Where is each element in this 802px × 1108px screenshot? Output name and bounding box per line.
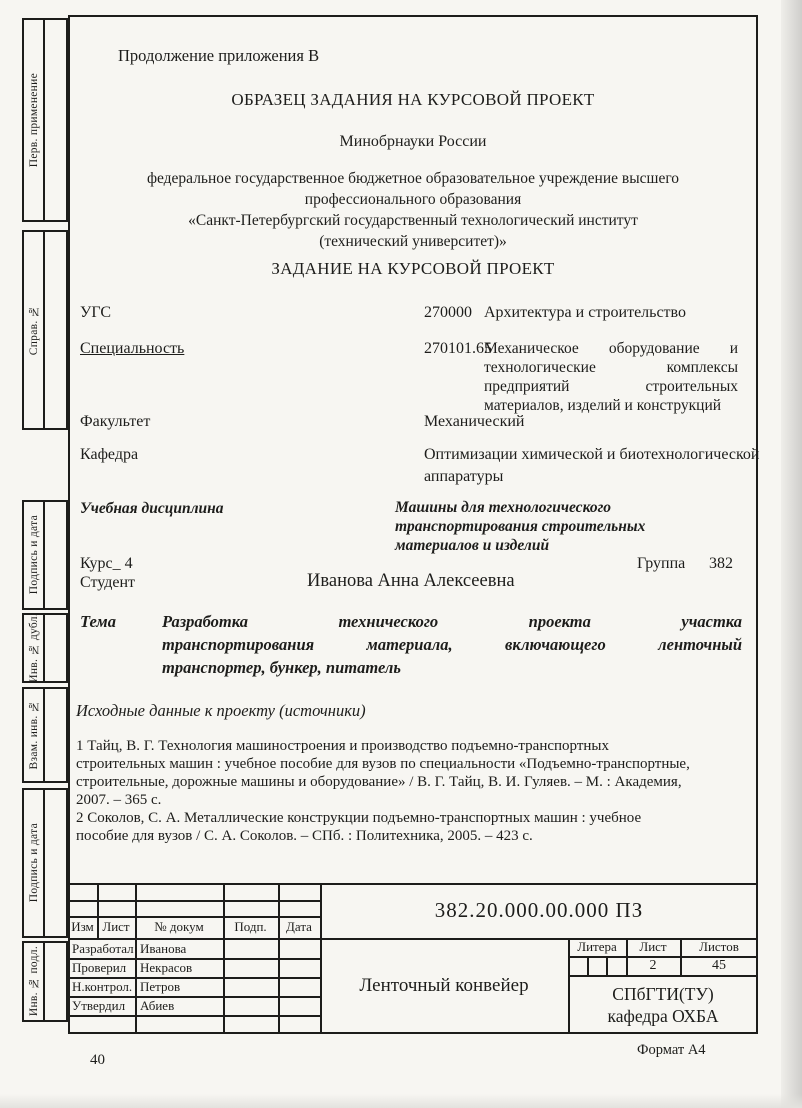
sample-title: ОБРАЗЕЦ ЗАДАНИЯ НА КУРСОВОЙ ПРОЕКТ [231,90,595,109]
theme-label: Тема [80,612,116,631]
discipline-line: Машины для технологического [395,499,612,516]
theme-line: транспортер, бункер, питатель [162,658,401,677]
faculty-label: Факультет [80,413,151,430]
stamp-role: Разработал [72,941,134,956]
ugs-label: УГС [80,304,112,321]
institution-line: (технический университет)» [319,233,507,250]
sidebar-box-podpis-data-2 [22,788,68,938]
stamp-name: Некрасов [140,960,193,975]
sidebar-label-cell [24,502,45,608]
source-line: 1 Тайц, В. Г. Технология машиностроения и производство подъемно-транспортных [76,738,610,754]
stamp-line [135,883,137,1034]
sidebar-label: Инв. № дубл. [27,613,40,683]
ministry-line: Минобрнауки России [339,133,487,150]
institution-line: профессионального образования [304,191,522,208]
sidebar-box-inv-dubl [22,613,68,683]
stamp-org-line: кафедра ОХБА [607,1005,719,1026]
sidebar-box-inv-podl [22,941,68,1022]
department-value-line: Оптимизации химической и биотехнологической [424,446,760,463]
stamp-sheet-label: Лист [639,939,667,954]
sidebar-label-cell [24,790,45,936]
theme-line: Разработка технического проекта участка [162,612,742,631]
sidebar-label-cell [24,689,45,781]
discipline-line: материалов и изделий [395,537,550,554]
theme-line: транспортирования материала, включающего ленточный [162,635,742,654]
format-note: Формат А4 [637,1042,706,1058]
speciality-line: Механическое оборудование и [484,340,738,357]
sidebar-empty-cell [45,943,66,1020]
sidebar-label: Подпись и дата [27,515,40,595]
sidebar-label: Подпись и дата [27,823,40,903]
sidebar-label: Взам. инв. № [27,700,40,770]
source-line: 2007. – 365 с. [76,792,162,808]
stamp-col-izm: Изм [71,919,94,934]
source-line: строительных машин : учебное пособие для вузов по специальности «Подъемно-транспортные, [76,756,690,772]
sources-heading: Исходные данные к проекту (источники) [76,701,366,720]
speciality-line: материалов, изделий и конструкций [484,397,722,414]
page-number: 40 [90,1052,105,1068]
stamp-organization [568,975,758,1034]
stamp-line [278,883,280,1034]
stamp-col-podp: Подп. [234,919,267,934]
sidebar-box-sprav-no [22,230,68,430]
stamp-sheets-value: 45 [712,957,726,973]
stamp-sheet-value: 2 [649,957,657,973]
stamp-col-list: Лист [102,919,130,934]
stamp-line [587,956,589,977]
stamp-litera-label: Литера [577,939,617,954]
sidebar-box-podpis-data-1 [22,500,68,610]
continuation-note: Продолжение приложения В [118,46,320,65]
institution-line: федеральное государственное бюджетное образовательное учреждение высшего [146,170,680,187]
assignment-title: ЗАДАНИЕ НА КУРСОВОЙ ПРОЕКТ [271,259,555,278]
ugs-value: Архитектура и строительство [484,304,686,321]
stamp-object-title: Ленточный конвейер [359,975,529,996]
stamp-role: Утвердил [72,998,126,1013]
group-value: 382 [709,555,733,572]
scan-edge-bottom [0,1094,802,1108]
sidebar-label-cell [24,232,45,428]
source-line: 2 Соколов, С. А. Металлические конструкции подъемно-транспортных машин : учебное [76,810,642,826]
stamp-role: Н.контрол. [72,979,133,994]
speciality-line: предприятий строительных [484,378,738,395]
sidebar-box-perv-primenenie [22,18,68,222]
discipline-label: Учебная дисциплина [80,500,224,517]
ugs-code: 270000 [424,304,472,321]
stamp-line [606,956,608,977]
source-line: строительные, дорожные машины и оборудование» / В. Г. Тайц, В. И. Гуляев. – М. : Академия, [76,774,682,790]
stamp-doc-number: 382.20.000.00.000 ПЗ [434,898,644,922]
sidebar-box-vzam-inv [22,687,68,783]
institution-line: «Санкт-Петербургский государственный технологический институт [188,212,638,229]
sidebar-empty-cell [45,790,66,936]
course-label: Курс_ 4 [80,555,133,572]
sidebar-empty-cell [45,20,66,220]
group-label: Группа [637,555,686,572]
sidebar-empty-cell [45,615,66,681]
sidebar-empty-cell [45,689,66,781]
scan-edge-right [781,0,802,1108]
faculty-value: Механический [424,413,525,430]
stamp-sheets-label: Листов [699,939,739,954]
department-label: Кафедра [80,446,139,463]
sidebar-label: Справ. № [27,304,40,356]
student-label: Студент [80,574,136,591]
speciality-code: 270101.65 [424,340,492,357]
stamp-col-data: Дата [286,919,312,934]
sidebar-label: Инв. № подл. [27,946,40,1017]
stamp-org-line: СПбГТИ(ТУ) [612,983,714,1004]
department-value-line: аппаратуры [424,468,504,485]
sidebar-empty-cell [45,232,66,428]
stamp-name: Петров [140,979,181,994]
stamp-role: Проверил [72,960,127,975]
discipline-line: транспортирования строительных [395,518,646,535]
sidebar-label-cell [24,20,45,220]
sidebar-label-cell [24,615,45,681]
student-name: Иванова Анна Алексеевна [307,571,515,591]
sidebar-label-cell [24,943,45,1020]
stamp-line [223,883,225,1034]
speciality-label: Специальность [80,340,185,357]
sidebar-empty-cell [45,502,66,608]
stamp-name: Иванова [140,941,187,956]
stamp-col-dokum: № докум [154,919,204,934]
stamp-line [68,900,320,902]
stamp-line [68,1015,320,1017]
source-line: пособие для вузов / С. А. Соколов. – СПб. : Политехника, 2005. – 423 с. [76,828,533,844]
sidebar-label: Перв. применение [27,72,40,168]
speciality-line: технологические комплексы [484,359,738,376]
stamp-name: Абиев [140,998,175,1013]
